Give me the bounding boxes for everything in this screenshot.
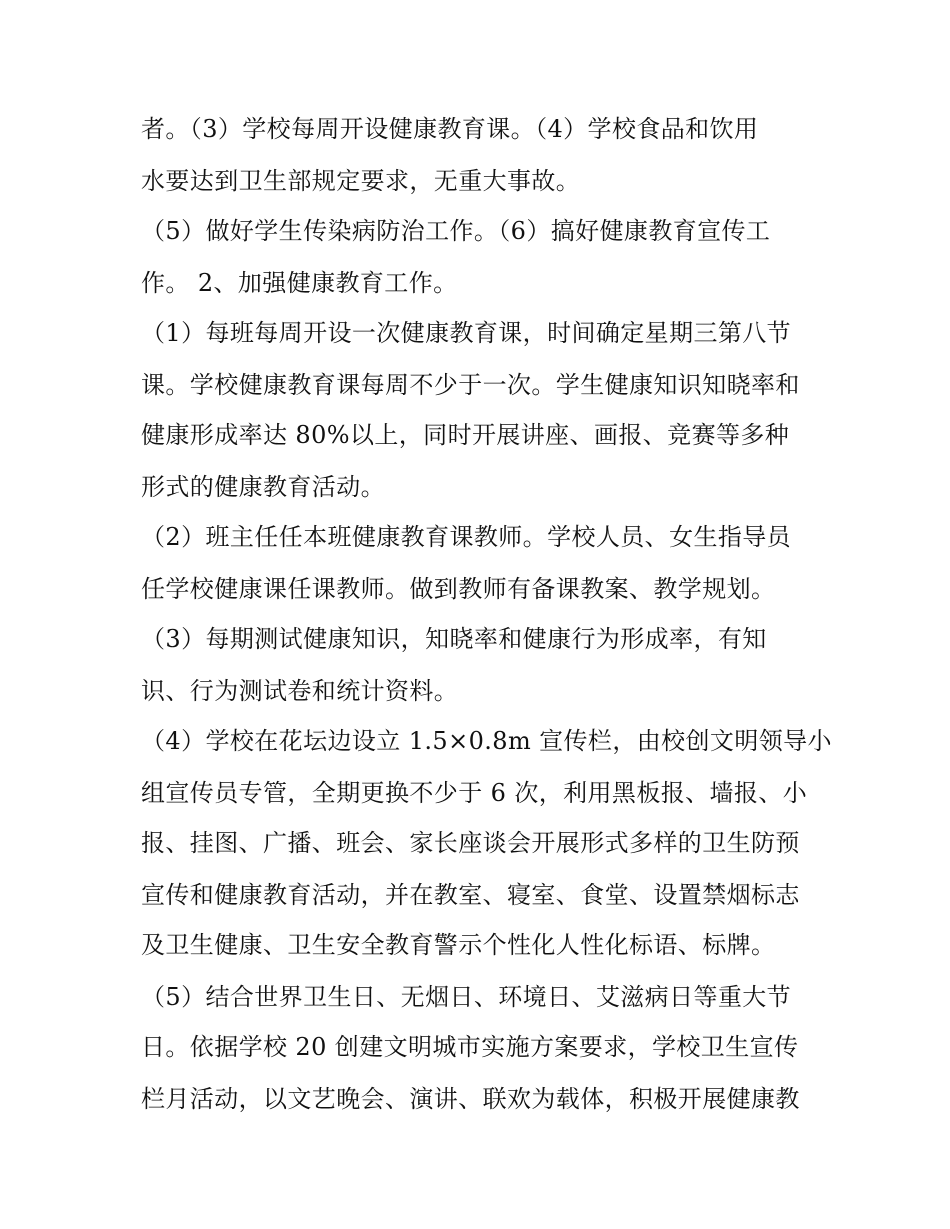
- text-line: （1）每班每周开设一次健康教育课，时间确定星期三第八节: [141, 319, 792, 347]
- text-line: 组宣传员专管，全期更换不少于 6 次，利用黑板报、墙报、小: [141, 779, 808, 807]
- text-line: 健康形成率达 80%以上，同时开展讲座、画报、竞赛等多种: [141, 421, 790, 449]
- text-line: 者。（3）学校每周开设健康教育课。（4）学校食品和饮用: [141, 115, 759, 143]
- text-line: 报、挂图、广播、班会、家长座谈会开展形式多样的卫生防预: [141, 829, 800, 857]
- text-line: 水要达到卫生部规定要求，无重大事故。: [141, 167, 581, 195]
- text-line: 宣传和健康教育活动，并在教室、寝室、食堂、设置禁烟标志: [141, 881, 800, 909]
- text-line: 作。 2、加强健康教育工作。: [141, 269, 458, 297]
- text-line: （3）每期测试健康知识，知晓率和健康行为形成率，有知: [141, 625, 767, 653]
- text-line: 课。学校健康教育课每周不少于一次。学生健康知识知晓率和: [141, 371, 800, 399]
- text-line: （2）班主任任本班健康教育课教师。学校人员、女生指导员: [141, 523, 792, 551]
- text-line: （5）结合世界卫生日、无烟日、环境日、艾滋病日等重大节: [141, 983, 792, 1011]
- text-line: 识、行为测试卷和统计资料。: [141, 677, 459, 705]
- text-line: （5）做好学生传染病防治工作。（6）搞好健康教育宣传工: [141, 217, 771, 245]
- text-line: （4）学校在花坛边设立 1.5×0.8m 宣传栏，由校创文明领导小: [141, 727, 832, 755]
- text-line: 及卫生健康、卫生安全教育警示个性化人性化标语、标牌。: [141, 931, 776, 959]
- text-line: 任学校健康课任课教师。做到教师有备课教案、教学规划。: [141, 575, 776, 603]
- text-line: 栏月活动，以文艺晚会、演讲、联欢为载体，积极开展健康教: [141, 1085, 800, 1113]
- text-line: 日。依据学校 20 创建文明城市实施方案要求，学校卫生宣传: [141, 1033, 799, 1061]
- text-line: 形式的健康教育活动。: [141, 473, 385, 501]
